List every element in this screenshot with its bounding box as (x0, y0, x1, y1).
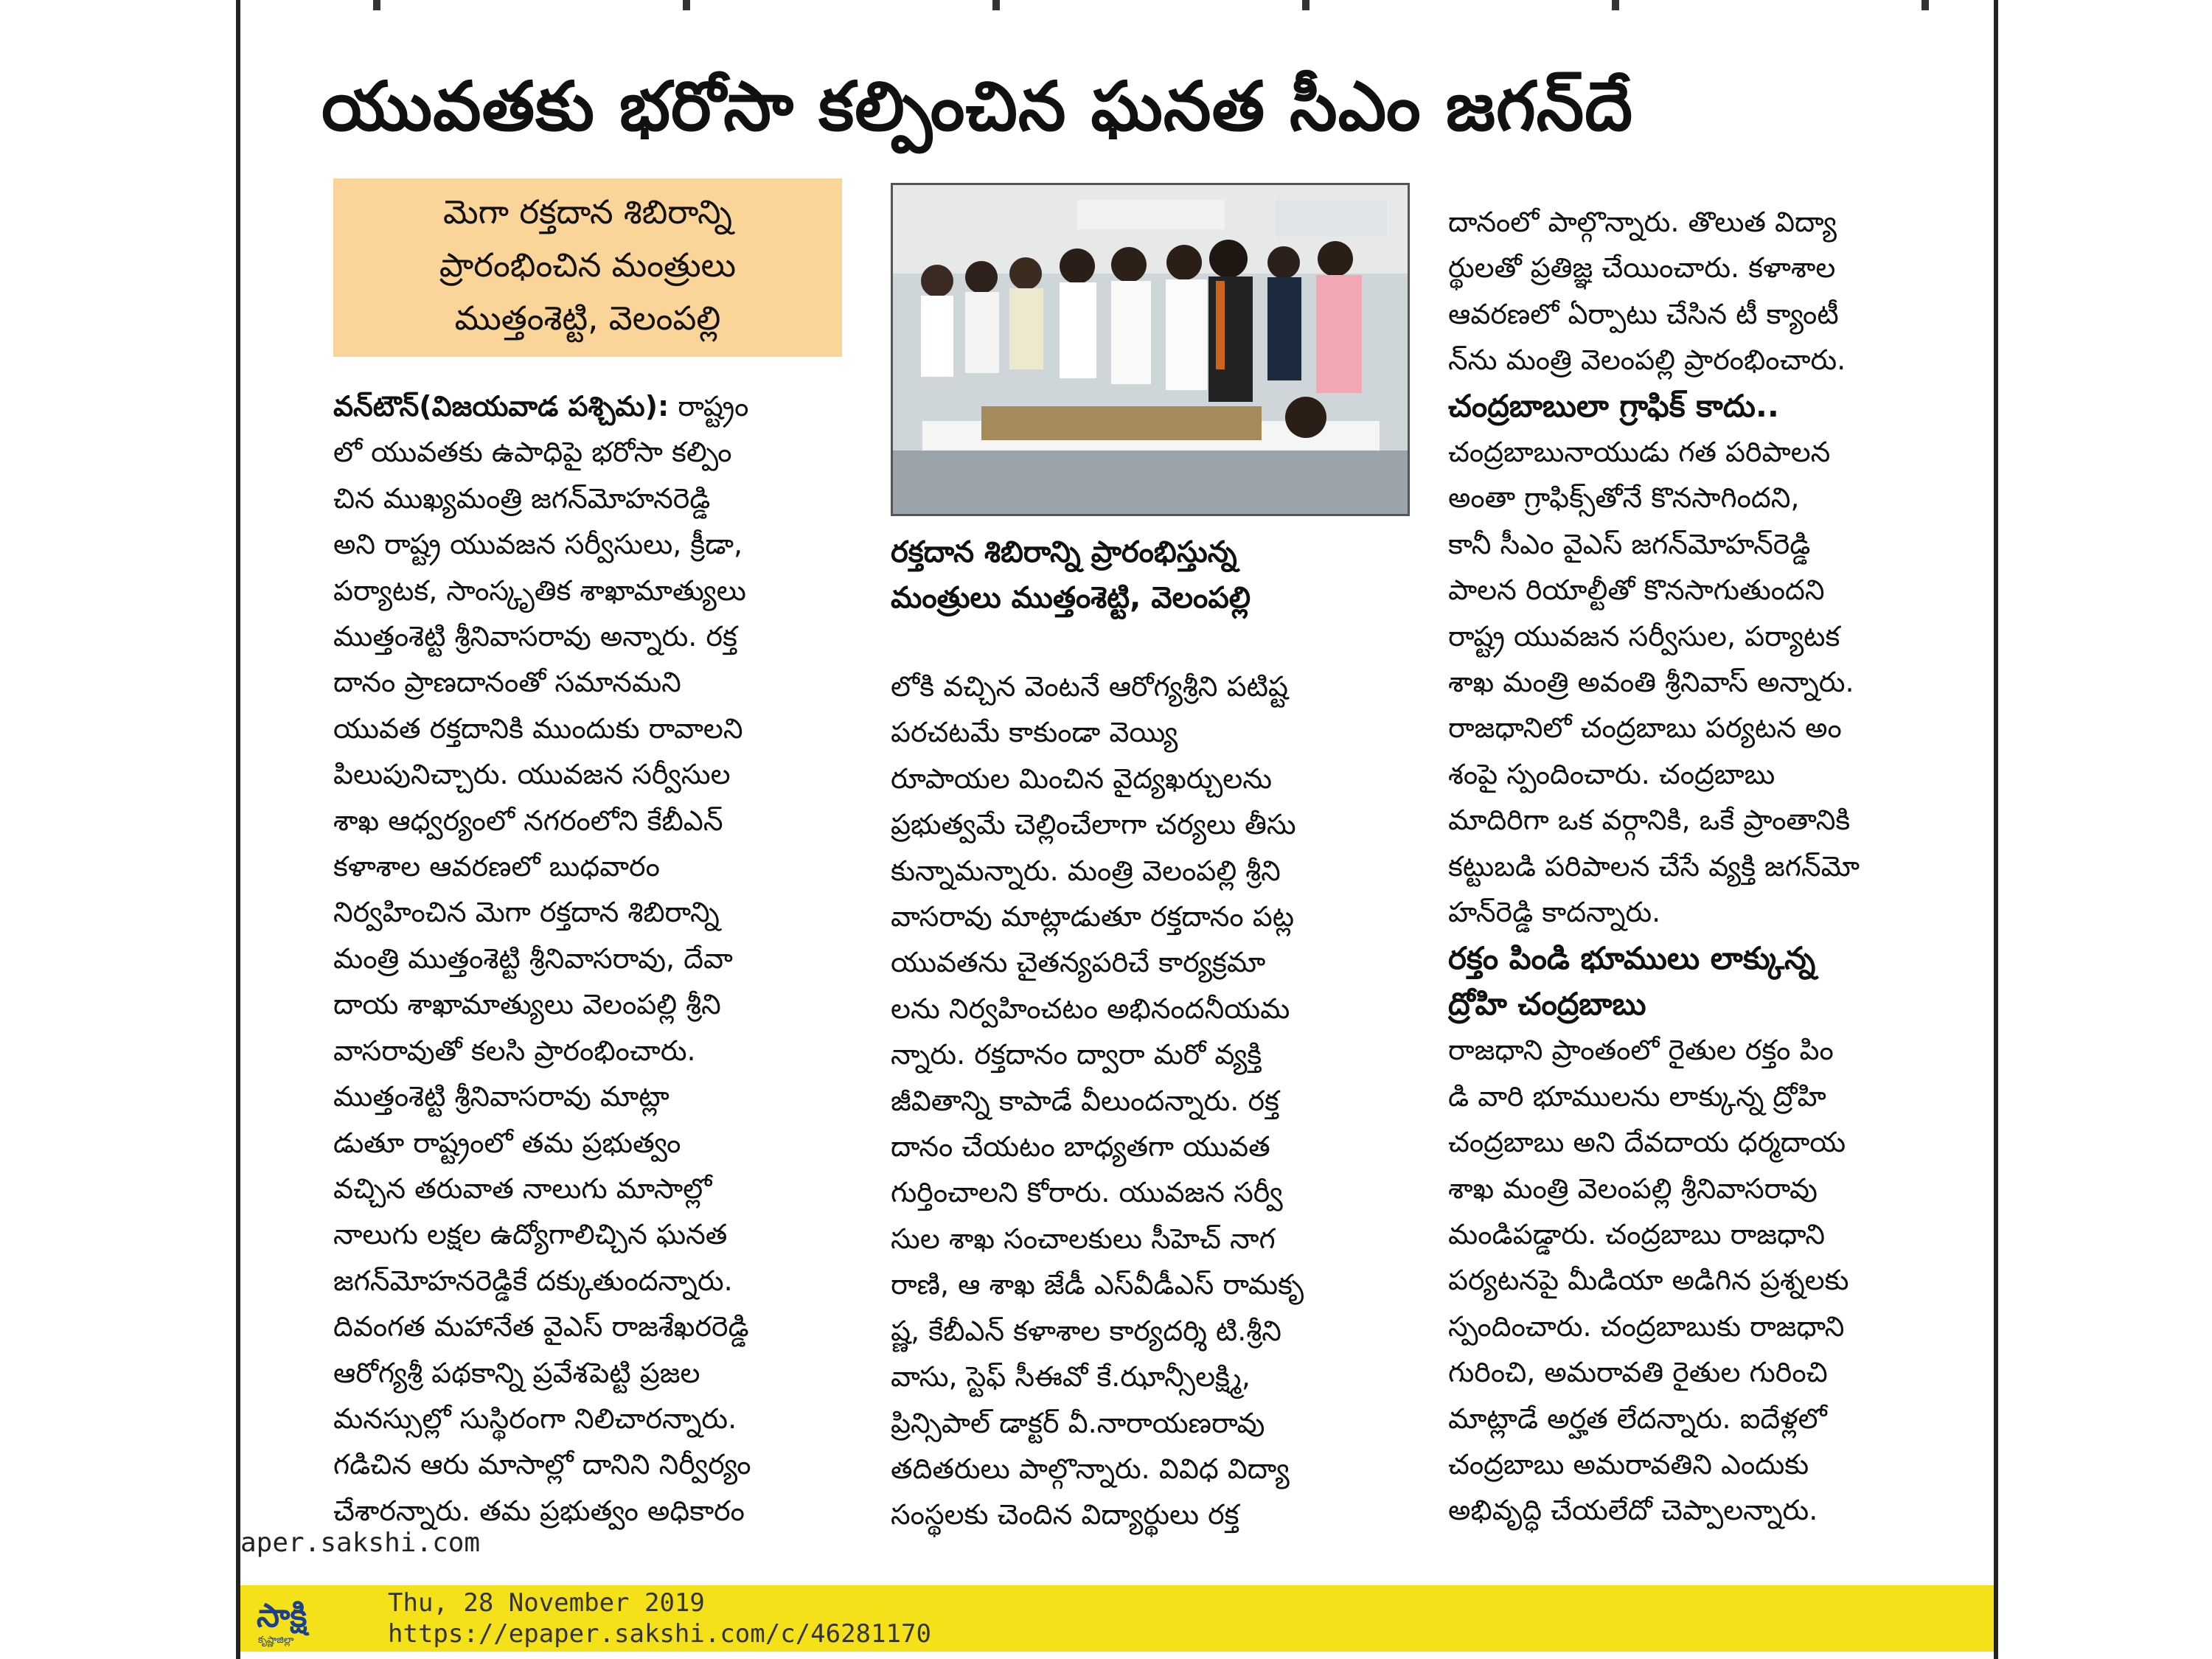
body-line: మాట్లాడే అర్హత లేదన్నారు. ఐదేళ్లలో (1448, 1402, 1827, 1435)
body-line: డుతూ రాష్ట్రంలో తమ ప్రభుత్వం (333, 1126, 681, 1159)
body-line: దాయ శాఖామాత్యులు వెలంపల్లి శ్రీని (333, 988, 721, 1021)
caption-line: మంత్రులు ముత్తంశెట్టి, వెలంపల్లి (891, 581, 1251, 615)
body-line: శాఖ ఆధ్వర్యంలో నగరంలోని కేబీఎన్ (333, 804, 723, 837)
body-line: చిన ముఖ్యమంత్రి జగన్‌మోహనరెడ్డి (333, 481, 711, 515)
column-2 (891, 664, 1402, 1534)
body-line: గడిచిన ఆరు మాసాల్లో దానిని నిర్వీర్యం (333, 1448, 751, 1481)
dateline: వన్‌టౌన్‌(విజయవాడ పశ్చిమ): (333, 390, 669, 422)
body-line: మనస్సుల్లో సుస్థిరంగా నిలిచారన్నారు. (333, 1402, 737, 1435)
body-line: ష్ణ, కేబీఎన్‌ కళాశాల కార్యదర్శి టి.శ్రీని (891, 1314, 1281, 1347)
body-line: యువత రక్తదానికి ముందుకు రావాలని (333, 712, 743, 745)
logo-subtext: కృష్ణాజిల్లా (258, 1635, 294, 1646)
body-line: అంతా గ్రాఫిక్స్‌తోనే కొనసాగిందని, (1448, 481, 1800, 515)
body-line: ర్థులతో ప్రతిజ్ఞ చేయించారు. కళాశాల (1448, 251, 1836, 285)
body-line: చంద్రబాబు అమరావతిని ఎందుకు (1448, 1447, 1809, 1481)
body-line: కళాశాల ఆవరణలో బుధవారం (333, 850, 660, 883)
body-line: అని రాష్ట్ర యువజన సర్వీసులు, క్రీడా, (333, 528, 743, 561)
body-line: నాలుగు లక్షల ఉద్యోగాలిచ్చిన ఘనత (333, 1218, 728, 1251)
subheadline-line: ప్రారంభించిన మంత్రులు (439, 246, 737, 285)
body-line: గురించి, అమరావతి రైతుల గురించి (1448, 1356, 1828, 1389)
body-line: వాసు, స్టెఫ్‌ సీఈవో కే.ఝాన్సీలక్ష్మి, (891, 1360, 1251, 1394)
body-line: శాఖ మంత్రి వెలంపల్లి శ్రీనివాసరావు (1448, 1172, 1818, 1205)
body-line: యువతను చైతన్యపరిచే కార్యక్రమా (891, 946, 1266, 979)
subheadline-box (333, 178, 842, 357)
body-line: చేశారన్నారు. తమ ప్రభుత్వం అధికారం (333, 1494, 745, 1527)
body-line: వాసరావుతో కలసి ప్రారంభించారు. (333, 1034, 696, 1067)
watermark-url: aper.sakshi.com (240, 1528, 481, 1558)
body-line: దానం చేయటం బాధ్యతగా యువత (891, 1130, 1270, 1164)
body-line: పర్యాటక, సాంస్కృతిక శాఖామాత్యులు (333, 574, 746, 607)
edition-date: Thu, 28 November 2019 (388, 1588, 705, 1618)
photo-illustration (893, 185, 1410, 516)
newspaper-page (236, 0, 1998, 1659)
body-line: కానీ సీఎం వైఎస్‌ జగన్‌మోహన్‌రెడ్డి (1448, 527, 1811, 560)
body-line: శాఖ మంత్రి అవంతి శ్రీనివాస్‌ అన్నారు. (1448, 666, 1854, 699)
body-line: అభివృద్ధి చేయలేదో చెప్పాలన్నారు. (1448, 1494, 1818, 1527)
subheadline-line: మెగా రక్తదాన శిబిరాన్ని (443, 192, 732, 232)
body-line: హన్‌రెడ్డి కాదన్నారు. (1448, 896, 1661, 929)
sakshi-logo (252, 1590, 370, 1647)
body-line: చంద్రబాబు అని దేవదాయ ధర్మదాయ (1448, 1126, 1846, 1159)
body-line: చంద్రబాబునాయుడు గత పరిపాలన (1448, 436, 1831, 469)
body-line: గుర్తించాలని కోరారు. యువజన సర్వీ (891, 1176, 1283, 1209)
body-line: దానంలో పాల్గొన్నారు. తొలుత విద్యా (1448, 206, 1837, 238)
section-heading: రక్తం పిండి భూములు లాక్కున్న (1448, 939, 1816, 976)
body-line: వచ్చిన తరువాత నాలుగు మాసాల్లో (333, 1172, 712, 1205)
body-line: న్‌ను మంత్రి వెలంపల్లి ప్రారంభించారు. (1448, 344, 1846, 377)
body-line: సంస్థలకు చెందిన విద్యార్థులు రక్త (891, 1498, 1239, 1531)
body-line: రాణి, ఆ శాఖ జేడీ ఎస్‌వీడీఎస్‌ రామకృ (891, 1268, 1304, 1301)
article-headline: యువతకు భరోసా కల్పించిన ఘనత సీఎం జగన్‌దే (321, 67, 1634, 146)
body-line: ముత్తంశెట్టి శ్రీనివాసరావు అన్నారు. రక్త (333, 620, 737, 653)
body-line: లోకి వచ్చిన వెంటనే ఆరోగ్యశ్రీని పటిష్ట (891, 670, 1289, 703)
body-line: జగన్‌మోహనరెడ్డికే దక్కుతుందన్నారు. (333, 1264, 733, 1297)
body-line: ఆవరణలో ఏర్పాటు చేసిన టీ క్యాంటీ (1448, 297, 1839, 330)
logo-text: సాక్షి (257, 1597, 307, 1635)
body-line: రాజధానిలో చంద్రబాబు పర్యటన అం (1448, 712, 1842, 745)
body-line: వాసరావు మాట్లాడుతూ రక్తదానం పట్ల (891, 900, 1295, 933)
body-line: కున్నామన్నారు. మంత్రి వెలంపల్లి శ్రీని (891, 854, 1281, 887)
body-line: పిలుపునిచ్చారు. యువజన సర్వీసుల (333, 758, 731, 791)
body-line: రూపాయల మించిన వైద్యఖర్చులను (891, 762, 1273, 795)
body-line: శంపై స్పందించారు. చంద్రబాబు (1448, 757, 1775, 790)
body-line: రాజధాని ప్రాంతంలో రైతుల రక్తం పిం (1448, 1034, 1834, 1067)
caption-line: రక్తదాన శిబిరాన్ని ప్రారంభిస్తున్న (891, 535, 1237, 569)
body-line: ముత్తంశెట్టి శ్రీనివాసరావు మాట్లా (333, 1080, 669, 1113)
body-line: దానం ప్రాణదానంతో సమానమని (333, 666, 681, 699)
body-line: దివంగత మహానేత వైఎస్‌ రాజశేఖరరెడ్డి (333, 1310, 749, 1343)
body-line: స్పందించారు. చంద్రబాబుకు రాజధాని (1448, 1310, 1845, 1343)
body-line: న్నారు. రక్తదానం ద్వారా మరో వ్యక్తి (891, 1038, 1262, 1071)
body-line: సుల శాఖ సంచాలకులు సీహెచ్‌ నాగ (891, 1222, 1276, 1255)
body-line: లో యువతకు ఉపాధిపై భరోసా కల్పిం (333, 436, 732, 469)
body-line: పాలన రియాల్టీతో కొనసాగుతుందని (1448, 574, 1825, 607)
body-line: ఆరోగ్యశ్రీ పథకాన్ని ప్రవేశపెట్టి ప్రజల (333, 1356, 700, 1389)
body-line: జీవితాన్ని కాపాడే వీలుందన్నారు. రక్త (891, 1084, 1279, 1117)
body-line: కట్టుబడి పరిపాలన చేసే వ్యక్తి జగన్‌మో (1448, 849, 1860, 883)
body-line: రాష్ట్రం (678, 390, 749, 422)
body-line: తదితరులు పాల్గొన్నారు. వివిధ విద్యా (891, 1452, 1290, 1485)
news-photo (891, 183, 1410, 516)
body-line: మాదిరిగా ఒక వర్గానికి, ఒకే ప్రాంతానికి (1448, 804, 1851, 837)
subheadline-line: ముత్తంశెట్టి, వెలంపల్లి (454, 299, 721, 338)
column-1 (333, 383, 842, 1534)
body-line: ప్రిన్సిపాల్‌ డాక్టర్‌ వీ.నారాయణరావు (891, 1406, 1265, 1439)
article-url-link[interactable]: https://epaper.sakshi.com/c/46281170 (388, 1619, 931, 1649)
body-line: నిర్వహించిన మెగా రక్తదాన శిబిరాన్ని (333, 896, 720, 929)
body-line: మండిపడ్డారు. చంద్రబాబు రాజధాని (1448, 1217, 1826, 1251)
body-line: రాష్ట్ర యువజన సర్వీసుల, పర్యాటక (1448, 619, 1840, 653)
section-heading: ద్రోహి చంద్రబాబు (1448, 985, 1646, 1022)
section-heading: చంద్రబాబులా గ్రాఫిక్‌ కాదు.. (1448, 387, 1779, 424)
body-line: పరచటమే కాకుండా వెయ్యి (891, 716, 1178, 749)
body-line: డి వారి భూములను లాక్కున్న ద్రోహి (1448, 1079, 1826, 1113)
footer-bar (240, 1585, 1994, 1652)
body-line: ప్రభుత్వమే చెల్లించేలాగా చర్యలు తీసు (891, 808, 1296, 841)
body-line: పర్యటనపై మీడియా అడిగిన ప్రశ్నలకు (1448, 1264, 1849, 1297)
top-cut-strip (240, 0, 1994, 10)
photo-caption (891, 529, 1410, 621)
body-line: లను నిర్వహించటం అభినందనీయమ (891, 992, 1290, 1025)
body-line: మంత్రి ముత్తంశెట్టి శ్రీనివాసరావు, దేవా (333, 942, 733, 975)
column-3 (1448, 199, 1964, 1541)
